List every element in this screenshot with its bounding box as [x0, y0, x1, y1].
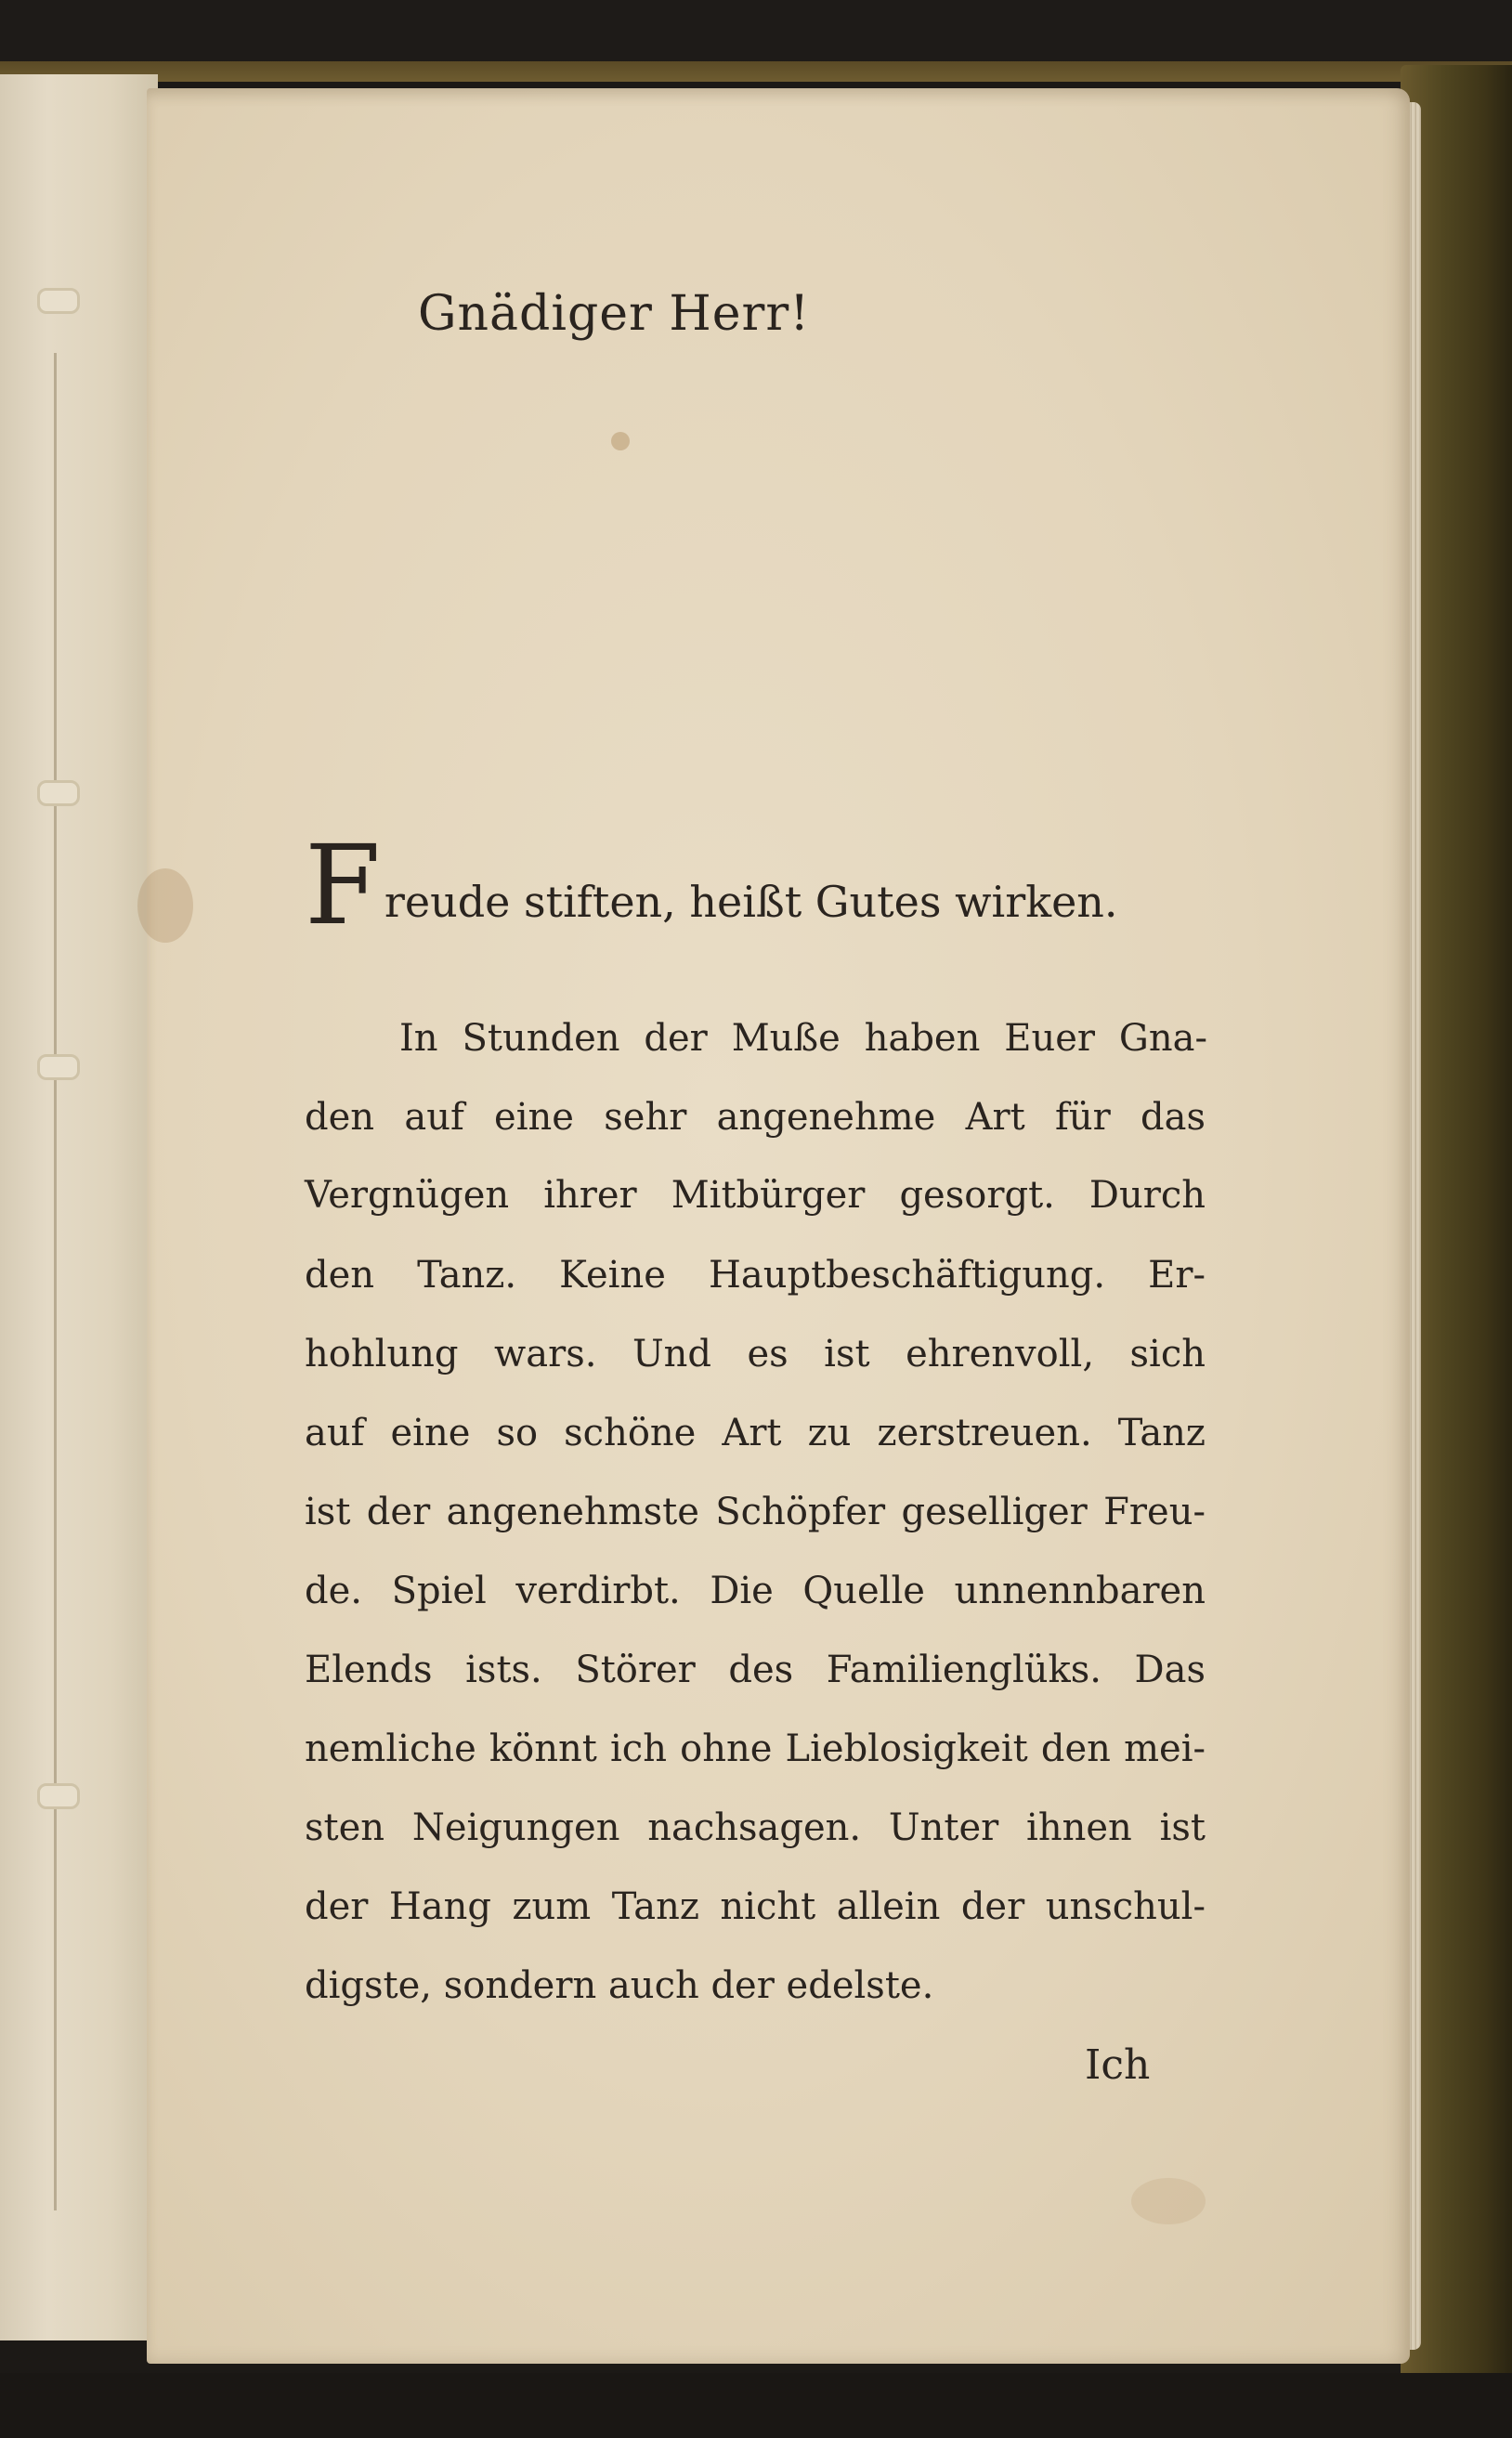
scan-background-bottom: [0, 2373, 1512, 2438]
book-cover-top-edge: [0, 61, 1512, 82]
decorative-initial: F: [305, 821, 381, 949]
gutter-fold: [54, 353, 57, 2210]
body-text-line: Elends ists. Störer des Familienglüks. Das: [305, 1649, 1206, 1691]
body-text-line: Vergnügen ihrer Mitbürger gesorgt. Durch: [305, 1174, 1206, 1217]
body-text-line: sten Neigungen nachsagen. Unter ihnen ist: [305, 1806, 1206, 1849]
paper-stain: [611, 432, 630, 450]
previous-page-gutter: [0, 74, 158, 2340]
catchword: Ich: [1085, 2041, 1151, 2089]
book-page: [147, 88, 1410, 2364]
body-text-line: den Tanz. Keine Hauptbeschäftigung. Er-: [305, 1254, 1206, 1297]
body-text-line: auf eine so schöne Art zu zerstreuen. Tanz: [305, 1412, 1206, 1454]
body-text-line: digste, sondern auch der edelste.: [305, 1964, 934, 2007]
page-heading: Gnädiger Herr!: [418, 286, 811, 342]
body-text-line: nemliche könnt ich ohne Lieblosigkeit den mei-: [305, 1727, 1206, 1770]
binding-thread: [37, 1783, 80, 1809]
body-text-line: der Hang zum Tanz nicht allein der unschul-: [305, 1885, 1206, 1928]
body-text-line: In Stunden der Muße haben Euer Gna-: [399, 1017, 1207, 1060]
motto-text: reude stiften, heißt Gutes wirken.: [384, 877, 1118, 927]
body-text-line: den auf eine sehr angenehme Art für das: [305, 1096, 1206, 1139]
motto-line: [305, 817, 1118, 949]
paper-stain: [1131, 2178, 1206, 2224]
binding-thread: [37, 780, 80, 806]
paper-stain: [137, 868, 193, 943]
body-text-line: de. Spiel verdirbt. Die Quelle unnennbaren: [305, 1570, 1206, 1612]
binding-thread: [37, 1054, 80, 1080]
body-text-line: hohlung wars. Und es ist ehrenvoll, sich: [305, 1333, 1206, 1375]
body-text-line: ist der angenehmste Schöpfer geselliger Freu-: [305, 1491, 1206, 1533]
binding-thread: [37, 288, 80, 314]
